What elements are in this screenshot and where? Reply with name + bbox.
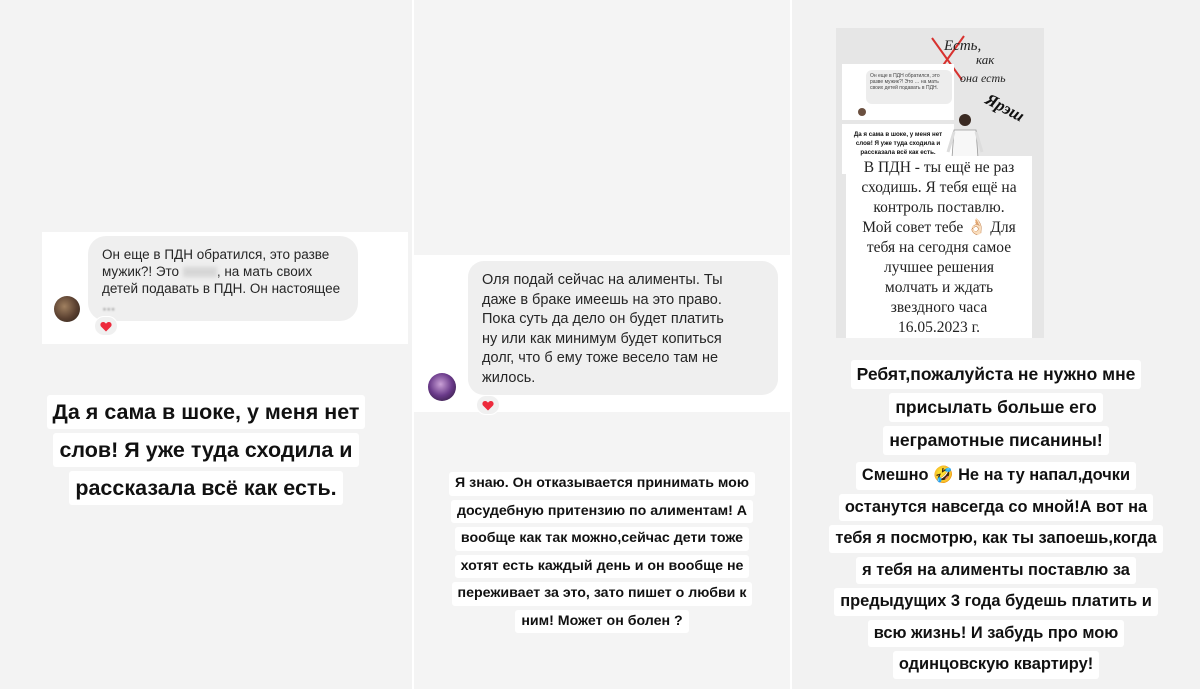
note-line: В ПДН - ты ещё не раз <box>863 159 1015 176</box>
heart-icon <box>482 400 494 411</box>
caption-line: досудебную притензию по алиментам! А <box>451 500 753 524</box>
note-line: тебя на сегодня самое <box>866 239 1012 256</box>
note-line: сходишь. Я тебя ещё на <box>861 179 1017 196</box>
message-bubble[interactable] <box>88 236 358 321</box>
caption-line: Да я сама в шоке, у меня нет <box>47 395 366 429</box>
caption-line: неграмотные писанины! <box>883 426 1108 455</box>
caption-line: одинцовскую квартиру! <box>893 651 1099 679</box>
message-line: ну или как минимум будет копиться <box>482 330 722 347</box>
caption-line: переживает за это, зато пишет о любви к <box>452 582 753 606</box>
message-card <box>414 255 790 412</box>
message-line: … <box>102 298 116 313</box>
note-line: молчать и ждать <box>884 279 994 296</box>
note-line: 16.05.2023 г. <box>897 319 981 336</box>
message-line: детей подавать в ПДН. Он настоящее <box>102 281 341 296</box>
message-line: долг, что б ему тоже весело там не <box>482 350 719 366</box>
note-line: звездного часа <box>890 299 988 316</box>
blurred-word <box>183 267 217 277</box>
note-line: контроль поставлю. <box>873 199 1005 216</box>
caption-line: рассказала всё как есть. <box>69 471 342 505</box>
message-line: Оля подай сейчас на алименты. Ты <box>482 272 723 288</box>
sticker-text: Ярэш <box>982 89 1028 126</box>
message-bubble[interactable] <box>468 261 778 395</box>
message-line: мужик?! Это , на мать своих <box>102 264 313 279</box>
avatar[interactable] <box>54 296 80 322</box>
caption-line: присылать больше его <box>889 393 1102 422</box>
note-line: лучшее решения <box>883 259 994 276</box>
story-caption <box>800 358 1192 457</box>
story-caption <box>20 393 392 507</box>
message-line: жилось. <box>482 369 536 386</box>
message-line: даже в браке имеешь на это право. <box>482 291 722 308</box>
note-text <box>846 156 1032 338</box>
story-panel-1 <box>0 0 412 689</box>
caption-line: Смешно 🤣 Не на ту напал,дочки <box>856 462 1136 490</box>
caption-line: останутся навсегда со мной!А вот на <box>839 494 1153 522</box>
reaction-badge[interactable] <box>476 395 500 415</box>
avatar[interactable] <box>428 373 456 401</box>
message-line: Пока суть да дело он будет платить <box>482 311 724 327</box>
caption-line: я тебя на алименты поставлю за <box>856 557 1136 585</box>
message-line: Он еще в ПДН обратился, это разве <box>102 247 330 262</box>
mini-caption-line: Да я сама в шоке, у меня нет <box>853 131 943 138</box>
caption-line: Ребят,пожалуйста не нужно мне <box>851 360 1142 389</box>
mini-caption-line: слов! Я уже туда сходила и <box>855 140 941 147</box>
story-panel-3 <box>792 0 1200 689</box>
handwriting-text: как <box>976 52 995 67</box>
handwriting-text: Есть, <box>944 38 982 54</box>
caption-line: ним! Может он болен ? <box>515 610 688 634</box>
caption-line: слов! Я уже туда сходила и <box>53 433 358 467</box>
story-caption <box>422 470 782 635</box>
mini-quote: Он еще в ПДН обратился, это разве мужик?! Это … на мать своих детей подавать в ПДН. <box>866 70 952 104</box>
caption-line: всю жизнь! И забудь про мою <box>868 620 1125 648</box>
avatar <box>858 108 866 116</box>
story-panel-2 <box>414 0 790 689</box>
heart-icon <box>100 321 112 332</box>
message-card <box>42 232 408 344</box>
mini-caption-line: рассказала всё как есть. <box>860 149 936 156</box>
story-caption <box>796 460 1196 681</box>
caption-line: вообще как так можно,сейчас дети тоже <box>455 527 749 551</box>
caption-line: предыдущих 3 года будешь платить и <box>834 588 1158 616</box>
caption-line: Я знаю. Он отказывается принимать мою <box>449 472 755 496</box>
handwriting-text: она есть <box>960 71 1006 85</box>
caption-line: тебя я посмотрю, как ты запоешь,когда <box>829 525 1162 553</box>
reaction-badge[interactable] <box>94 316 118 336</box>
caption-line: хотят есть каждый день и он вообще не <box>455 555 750 579</box>
note-line: Мой совет тебе 👌🏻 Для <box>862 219 1016 236</box>
